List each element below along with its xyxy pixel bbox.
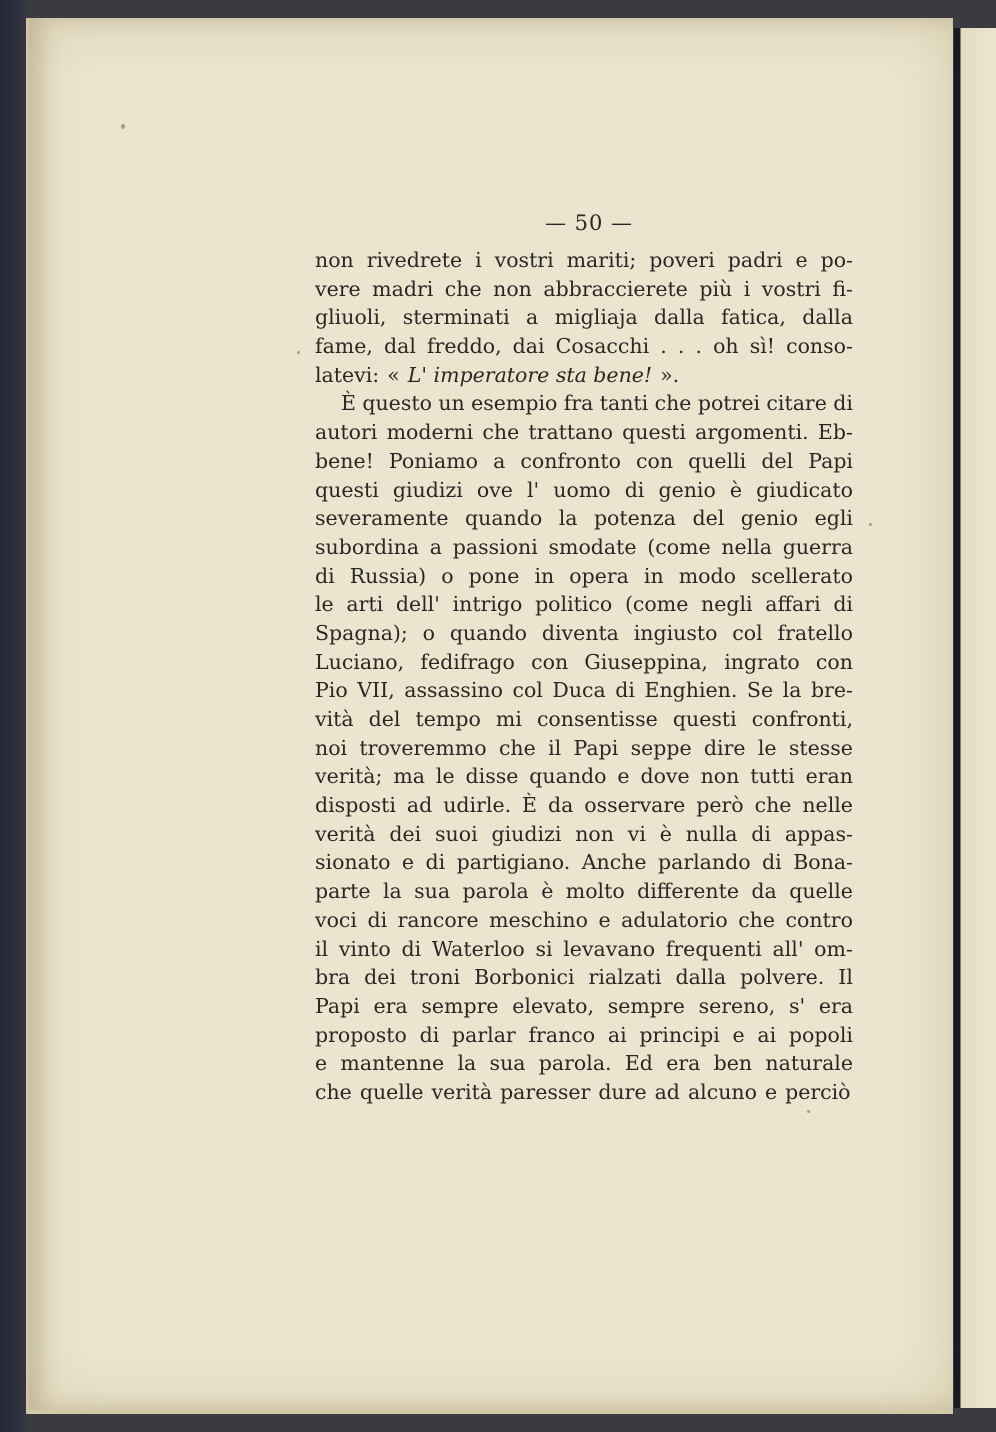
word: i (475, 248, 482, 272)
word: e (764, 1079, 778, 1104)
word: Luciano, (315, 649, 405, 674)
paper-speck (297, 351, 300, 354)
word: Borbonici (474, 965, 575, 990)
word: Enghien. (644, 678, 738, 703)
word: esempio (471, 391, 558, 416)
word: l' (527, 477, 540, 502)
word: uomo (553, 477, 611, 502)
word: questo (362, 391, 432, 416)
word: era (373, 993, 408, 1018)
word: dai (512, 334, 545, 359)
word: sionato (315, 850, 391, 875)
word: affari (765, 592, 821, 617)
word: Papi (315, 993, 360, 1018)
word: e (732, 1022, 745, 1047)
word: dal (383, 334, 416, 359)
word: questi (315, 477, 379, 502)
word: con (531, 649, 569, 674)
word: Cosacchi (555, 334, 650, 359)
word: non (575, 821, 614, 846)
word: e (617, 764, 630, 789)
word: naturale (765, 1051, 853, 1076)
word: levavano (563, 936, 656, 961)
text-line (315, 791, 853, 820)
word: mariti; (566, 248, 637, 272)
word: disse (465, 764, 519, 789)
word: Se (746, 678, 774, 703)
body-text (315, 246, 853, 1107)
word: Ed (624, 1051, 653, 1076)
word: sempre (421, 993, 499, 1018)
word: o (422, 620, 435, 645)
word: rancore (397, 907, 479, 932)
word: bre- (810, 678, 853, 703)
word: le (435, 764, 455, 789)
word: assassino (404, 678, 503, 703)
word: di (751, 821, 771, 846)
word: bene! (315, 448, 374, 473)
word: non (493, 276, 532, 301)
text-line (315, 275, 853, 304)
word: i (743, 276, 751, 301)
word: stesse (788, 735, 853, 760)
word: consentisse (536, 707, 658, 731)
text-line (315, 246, 853, 275)
word: fra (563, 391, 594, 416)
word: om- (814, 936, 853, 961)
word: che (738, 907, 776, 932)
word: oh (713, 334, 739, 359)
word: Pio (315, 678, 348, 703)
text-line (315, 762, 853, 791)
word: vere (315, 276, 361, 301)
word: dure (598, 1079, 647, 1104)
word: È (341, 391, 356, 416)
text-line (315, 963, 853, 992)
word: e (598, 907, 611, 932)
word: parlando (657, 850, 751, 875)
word: Russia) (349, 563, 427, 588)
word: più (699, 276, 733, 301)
word: potenza (593, 506, 676, 531)
word: trattano (528, 420, 613, 445)
word: fatica, (721, 305, 786, 330)
word: fi- (832, 276, 853, 301)
word: seppe (630, 735, 692, 760)
word: di (833, 592, 853, 617)
word: « (387, 362, 400, 387)
word: verità (431, 1079, 493, 1104)
word: vinto (338, 936, 391, 961)
word: eran (805, 764, 853, 789)
word: potrei (697, 391, 761, 416)
word: tutti (750, 764, 795, 789)
word: Duca (552, 678, 606, 703)
word: . (695, 334, 702, 359)
word: vi (627, 821, 646, 846)
word: modo (678, 563, 736, 588)
text-line (315, 504, 853, 533)
text-line (315, 992, 853, 1021)
word: tempo (415, 707, 481, 731)
word: vostri (761, 276, 821, 301)
word: (come (647, 534, 711, 559)
word: quando (529, 764, 607, 789)
word: da (547, 793, 574, 818)
word: noi (315, 735, 348, 760)
word: meschino (489, 907, 588, 932)
word: . (677, 334, 685, 359)
word: severamente (315, 506, 449, 531)
word: citare (766, 391, 827, 416)
word: Spagna); (315, 620, 408, 645)
word: suoi (435, 821, 478, 846)
word: non (315, 248, 354, 272)
word: guerra (782, 534, 853, 559)
word: poveri (649, 248, 715, 272)
word: la (558, 506, 578, 531)
word: madri (372, 276, 434, 301)
word: e (401, 850, 415, 875)
word: giudicato (756, 477, 853, 502)
word: verità (315, 821, 376, 846)
word: dalla (654, 305, 705, 330)
word: quelle (359, 1079, 424, 1104)
word: di (315, 563, 335, 588)
word: polvere. (740, 965, 825, 990)
word: elevato, (512, 993, 594, 1018)
word: moderni (386, 420, 474, 445)
word: ben (713, 1051, 753, 1076)
word: paresser (500, 1079, 591, 1104)
word: dire (703, 735, 746, 760)
word: Papi (808, 448, 853, 473)
word: parola (462, 879, 529, 904)
word: fame, (315, 334, 373, 359)
word: principi (639, 1022, 720, 1047)
word: molto (565, 879, 625, 904)
word: ad (406, 793, 433, 818)
word: ad (654, 1079, 680, 1104)
word: vità (315, 707, 354, 731)
word: Il (838, 965, 853, 990)
word: perciò (785, 1079, 851, 1104)
word: sempre (607, 993, 685, 1018)
word: proposto (315, 1022, 407, 1047)
word: verità; (315, 764, 383, 789)
word: Giuseppina, (584, 649, 708, 674)
word: Anche (581, 850, 647, 875)
word: po- (820, 248, 853, 272)
word: in (534, 563, 555, 588)
word: confronti, (751, 707, 853, 731)
word: e (315, 1051, 328, 1076)
word: tanti (599, 391, 649, 416)
word: frequenti (665, 936, 762, 961)
word: col (512, 678, 543, 703)
word: udirle. (443, 793, 512, 818)
word: quelle (789, 879, 853, 904)
text-line (315, 418, 853, 447)
text-line (315, 820, 853, 849)
text-line (315, 1049, 853, 1078)
word: ai (757, 1022, 777, 1047)
word: VII, (357, 678, 395, 703)
word: però (696, 793, 744, 818)
word: argomenti. (695, 420, 809, 445)
word: sua (489, 1051, 526, 1076)
word: mantenne (340, 1051, 445, 1076)
word: fratello (777, 620, 853, 645)
word: ingrato (724, 649, 800, 674)
word: di (367, 907, 388, 932)
word: subordina (315, 534, 420, 559)
word: voci (315, 907, 357, 932)
word: differente (637, 879, 739, 904)
text-line (315, 562, 853, 591)
word: intrigo (452, 592, 523, 617)
word: o (441, 563, 454, 588)
text-line (315, 734, 853, 763)
text-line (315, 935, 853, 964)
word: egli (814, 506, 853, 531)
word: politico (535, 592, 613, 617)
text-line (315, 619, 853, 648)
word: ai (607, 1022, 627, 1047)
word: fedifrago (420, 649, 515, 674)
word: Waterloo (431, 936, 525, 961)
word: è (729, 477, 743, 502)
word: franco (528, 1022, 596, 1047)
word: a (526, 305, 539, 330)
word: il (548, 735, 562, 760)
word: rivedrete (366, 248, 463, 272)
word: è (541, 879, 554, 904)
page-number: — 50 — (544, 211, 634, 235)
word: giudizi (392, 477, 463, 502)
word: abbraccierete (543, 276, 688, 301)
text-line (315, 1078, 853, 1107)
word: gliuoli, (315, 305, 387, 330)
text-line (315, 648, 853, 677)
word: troni (409, 965, 461, 990)
word: del (368, 707, 401, 731)
word: parte (315, 879, 371, 904)
word: quando (449, 620, 528, 645)
word: appas- (784, 821, 853, 846)
word: sterminati (402, 305, 510, 330)
word: in (643, 563, 664, 588)
text-line (315, 303, 853, 332)
text-line (315, 476, 853, 505)
word: confronto (520, 448, 621, 473)
word: col (732, 620, 763, 645)
word: il (315, 936, 329, 961)
word: Bona- (793, 850, 853, 875)
word: . (660, 334, 667, 359)
text-line (315, 361, 853, 390)
word: la (382, 879, 402, 904)
word: parola. (538, 1051, 612, 1076)
word: dalla (675, 965, 727, 990)
word: sì! (749, 334, 776, 359)
word: mi (495, 707, 522, 731)
word: dove (640, 764, 690, 789)
word: s' (788, 993, 806, 1018)
word: troveremmo (359, 735, 487, 760)
text-line (315, 676, 853, 705)
word: ingiusto (633, 620, 718, 645)
word: rialzati (588, 965, 662, 990)
word: dei (389, 821, 422, 846)
word: era (666, 1051, 701, 1076)
paper-speck (121, 124, 125, 129)
word: questi (622, 420, 686, 445)
word: all' (772, 936, 804, 961)
word: che (482, 420, 520, 445)
word: partigiano. (456, 850, 571, 875)
word: padri (727, 248, 783, 272)
word: migliaja (554, 305, 638, 330)
word: a (493, 448, 506, 473)
text-line (315, 848, 853, 877)
word: giudizi (491, 821, 562, 846)
text-line (315, 389, 853, 418)
word: conso- (786, 334, 853, 359)
word: del (761, 448, 794, 473)
word: che (654, 391, 692, 416)
word: era (818, 993, 853, 1018)
word: un (438, 391, 465, 416)
word: passioni (452, 534, 538, 559)
word: latevi: (315, 362, 380, 387)
word: (come (624, 592, 689, 617)
word: adulatorio (621, 907, 728, 932)
word: da (751, 879, 777, 904)
word: che (754, 793, 792, 818)
word: popoli (788, 1022, 853, 1047)
word: che (444, 276, 482, 301)
text-line (315, 590, 853, 619)
word: le (757, 735, 777, 760)
word: freddo, (426, 334, 502, 359)
book-page (26, 18, 953, 1414)
word: È (522, 793, 538, 818)
word: Eb- (817, 420, 853, 445)
word: sereno, (698, 993, 776, 1018)
word: sua (414, 879, 451, 904)
page-content (29, 18, 953, 1410)
word: a (429, 534, 443, 559)
word: nulla (685, 821, 738, 846)
text-line (315, 705, 853, 734)
word: Poniamo (388, 448, 478, 473)
word: scellerato (750, 563, 853, 588)
word: questi (672, 707, 737, 731)
word: è (659, 821, 672, 846)
word: ». (660, 362, 680, 387)
word: quelli (688, 448, 747, 473)
word: Papi (573, 735, 619, 760)
text-line (315, 332, 853, 361)
word: quando (465, 506, 543, 531)
word: nella (721, 534, 772, 559)
text-line (315, 533, 853, 562)
word: negli (701, 592, 753, 617)
word: di (615, 678, 635, 703)
word: le (315, 592, 334, 617)
text-line (315, 877, 853, 906)
word: disposti (315, 793, 396, 818)
word: che (498, 735, 536, 760)
word: e (795, 248, 808, 272)
word: autori (315, 420, 378, 445)
word: smodate (548, 534, 637, 559)
word: contro (785, 907, 853, 932)
text-line (315, 906, 853, 935)
word: di (425, 850, 446, 875)
text-line (315, 1021, 853, 1050)
word: di (401, 936, 422, 961)
word: pone (468, 563, 520, 588)
word: opera (569, 563, 629, 588)
word: nelle (802, 793, 853, 818)
word: si (535, 936, 553, 961)
word: parlar (452, 1022, 516, 1047)
word: alcuno (687, 1079, 757, 1104)
word: bra (315, 965, 351, 990)
word: arti (346, 592, 384, 617)
word: dei (364, 965, 396, 990)
word: del (692, 506, 725, 531)
word: la (782, 678, 802, 703)
paper-speck (869, 523, 872, 526)
word: con (636, 448, 674, 473)
word: non (700, 764, 740, 789)
word: di (833, 391, 853, 416)
word: di (419, 1022, 440, 1047)
word: ma (393, 764, 426, 789)
word: genio (658, 477, 716, 502)
word: ove (476, 477, 513, 502)
word: di (624, 477, 645, 502)
word: con (815, 649, 853, 674)
word: che (315, 1079, 352, 1104)
word: la (457, 1051, 477, 1076)
word: diventa (541, 620, 619, 645)
adjacent-page-edge (954, 28, 996, 1408)
word: vostri (494, 248, 554, 272)
word: di (762, 850, 782, 875)
word: osservare (584, 793, 686, 818)
word: genio (740, 506, 799, 531)
word: dalla (802, 305, 853, 330)
text-line (315, 447, 853, 476)
word: dell' (395, 592, 440, 617)
paper-speck (807, 1110, 810, 1113)
italic-phrase: L' imperatore sta bene! (407, 362, 653, 387)
